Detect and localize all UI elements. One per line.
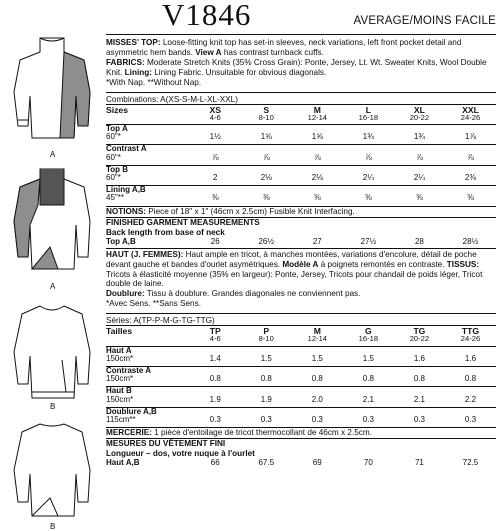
yardage-cell: ⅞ [467, 152, 474, 162]
metrage-cell: 2.2 [464, 394, 477, 404]
french-mercerie [106, 427, 496, 438]
size-code: M [292, 104, 343, 114]
row-label: Contraste A [106, 367, 496, 376]
size-range: 20-22 [409, 112, 430, 122]
size-code: XS [190, 104, 241, 114]
yardage-cell: ⅞ [313, 152, 321, 162]
view-label-2: A [50, 282, 56, 291]
table-row [106, 186, 496, 195]
fabric-width: 150cm* [106, 394, 134, 404]
french-metrage-table [106, 325, 496, 427]
yardage-cell: 2⅛ [311, 172, 323, 182]
yardage-cell: 1⅞ [464, 132, 477, 142]
measure-cell: 69 [312, 458, 322, 468]
table-row [106, 154, 496, 166]
metrage-cell: 1.9 [260, 394, 272, 404]
row-label: Haut B [106, 387, 496, 396]
size-range: 16-18 [358, 112, 379, 122]
metrage-cell: 0.3 [464, 415, 477, 425]
yardage-cell: ⅜ [313, 193, 321, 203]
metrage-cell: 0.8 [209, 374, 221, 384]
mercerie-label: MERCERIE: [106, 428, 152, 438]
metrage-cell: 0.3 [209, 415, 221, 425]
french-description [106, 248, 496, 309]
measure-cell: 72.5 [462, 458, 479, 468]
metrage-cell: 0.3 [413, 415, 425, 425]
model-text: à poignets remontés en contraste. [318, 259, 447, 269]
yardage-cell: 1⅝ [260, 132, 272, 142]
french-finished-title: MESURES DU VÊTEMENT FINI [106, 438, 496, 449]
english-back-length-table [106, 238, 496, 246]
english-notions [106, 206, 496, 217]
fabric-width: 150cm* [106, 353, 134, 363]
yardage-cell: ⅜ [262, 193, 270, 203]
view-b-front-drawing [10, 300, 94, 410]
combinations-label: Combinations: [106, 94, 161, 104]
size-code: G [343, 326, 394, 336]
metrage-cell: 1.5 [311, 353, 323, 363]
metrage-cell: 1.4 [209, 353, 221, 363]
measure-cell: 66 [210, 458, 220, 468]
size-range: 8-10 [258, 334, 274, 344]
fabric-width: 60"* [106, 172, 121, 182]
view-a-front-drawing [10, 34, 94, 146]
notions-text: Piece of 18" x 1" (46cm x 2.5cm) Fusible Knit Interfacing. [146, 206, 355, 216]
view-a-text: has contrast turnback cuffs. [221, 47, 324, 57]
view-label-1: A [50, 150, 56, 159]
table-row [106, 346, 496, 355]
table-row [106, 174, 496, 186]
spacer [106, 335, 190, 346]
yardage-cell: ⅞ [262, 152, 270, 162]
lining-label: Lining: [124, 67, 152, 77]
french-series [106, 313, 496, 325]
tissus-label: TISSUS: [446, 259, 480, 269]
yardage-cell: 2 [213, 172, 218, 182]
table-row [106, 407, 496, 416]
fabrics-label: FABRICS: [106, 57, 145, 67]
measure-cell: 28 [414, 236, 424, 246]
french-title: HAUT (J. FEMMES): [106, 249, 184, 259]
fabric-width: 60"* [106, 132, 121, 142]
yardage-cell: 1¾ [413, 132, 425, 142]
pattern-number: V1846 [162, 0, 252, 32]
notions-label: NOTIONS: [106, 206, 147, 216]
yardage-cell: 1½ [209, 132, 221, 142]
size-code: TG [394, 326, 445, 336]
french-back-length-table [106, 459, 496, 467]
sizes-label: Tailles [106, 326, 190, 336]
yardage-cell: 2⅜ [464, 172, 477, 182]
size-code: S [241, 104, 292, 114]
series-label: Séries: [106, 316, 134, 326]
metrage-cell: 0.8 [311, 374, 323, 384]
measure-cell: 28½ [462, 236, 479, 246]
french-nap-note: *Avec Sens. **Sans Sens. [106, 299, 201, 309]
measure-cell: 26½ [258, 236, 275, 246]
fabric-width: 60"* [106, 152, 121, 162]
table-row [106, 355, 496, 367]
size-range: 20-22 [409, 334, 430, 344]
yardage-cell: 2⅛ [260, 172, 272, 182]
size-range: 4-6 [209, 112, 221, 122]
yardage-cell: 1⅝ [311, 132, 323, 142]
size-code: M [292, 326, 343, 336]
measure-cell: 27 [312, 236, 322, 246]
view-a-label: View A [195, 47, 222, 57]
table-row [106, 145, 496, 154]
row-label: Top A [106, 124, 496, 133]
yardage-cell: ⅜ [416, 193, 423, 203]
metrage-cell: 0.8 [362, 374, 374, 384]
table-row [106, 459, 496, 467]
metrage-cell: 0.3 [260, 415, 272, 425]
doublure-text: Tissu à doublure. Grandes diagonales ne conviennent pas. [144, 289, 361, 299]
instructions-panel [106, 0, 496, 531]
yardage-cell: ⅞ [416, 152, 423, 162]
view-label-4: B [50, 522, 56, 531]
yardage-cell: ⅜ [211, 193, 219, 203]
row-label: Top A,B [106, 236, 136, 246]
model-label: Modèle A [282, 259, 319, 269]
yardage-cell: ⅞ [211, 152, 219, 162]
english-combinations [106, 92, 496, 104]
table-row [106, 238, 496, 246]
table-row [106, 104, 496, 114]
metrage-cell: 2.1 [413, 394, 425, 404]
table-row [106, 375, 496, 387]
size-range: 12-14 [307, 112, 328, 122]
metrage-cell: 2.0 [311, 394, 323, 404]
yardage-cell: 2¼ [362, 172, 374, 182]
size-range: 24-26 [460, 334, 481, 344]
mercerie-text: 1 pièce d'entoilage de tricot thermocollant de 46cm x 2.5cm. [151, 428, 372, 438]
yardage-cell: 1¾ [362, 132, 374, 142]
yardage-cell: ⅜ [467, 193, 474, 203]
table-row [106, 133, 496, 145]
technical-drawings [0, 0, 98, 531]
metrage-cell: 1.9 [209, 394, 221, 404]
table-row [106, 326, 496, 336]
size-range: 24-26 [460, 112, 481, 122]
english-nap-note: *With Nap. **Without Nap. [106, 77, 202, 87]
size-code: P [241, 326, 292, 336]
lining-text: Lining Fabric. Unsuitable for obvious diagonals. [151, 67, 327, 77]
series-value: A(TP-P-M-G-TG-TTG) [133, 316, 215, 326]
spacer [106, 114, 190, 125]
size-range: 16-18 [358, 334, 379, 344]
size-code: XL [394, 104, 445, 114]
view-a-back-drawing [10, 165, 94, 277]
table-row [106, 335, 496, 346]
size-code: XXL [445, 104, 496, 114]
tissus-text: Tricots à élasticité moyenne (35% en largeur): Ponte, Jersey, Tricots pour chandail de poids léger, Tricot double de laine. [106, 269, 483, 289]
row-label: Contrast A [106, 145, 496, 154]
metrage-cell: 0.8 [260, 374, 272, 384]
metrage-cell: 0.8 [464, 374, 477, 384]
header [106, 0, 496, 35]
table-row [106, 124, 496, 133]
table-row [106, 416, 496, 427]
metrage-cell: 0.8 [413, 374, 425, 384]
fabrics-text: Moderate Stretch Knits (35% Cross Grain): Ponte, Jersey, Lt. Wt. Sweater Knits, Wool Double Knit. [106, 57, 487, 77]
metrage-cell: 0.3 [311, 415, 323, 425]
doublure-label: Doublure: [106, 289, 145, 299]
english-yardage-table [106, 104, 496, 206]
metrage-cell: 1.5 [260, 353, 272, 363]
table-row [106, 387, 496, 396]
metrage-cell: 1.5 [362, 353, 374, 363]
english-back-length-label: Back length from base of neck [106, 227, 225, 237]
french-desc-text: Haut ample en tricot, à manches montées, variations d'encolure, détail de poche devant gauche et bandes d'ourlet asymétriques. [106, 249, 477, 269]
measure-cell: 67.5 [258, 458, 275, 468]
row-label: Doublure A,B [106, 407, 496, 416]
measure-cell: 27½ [360, 236, 377, 246]
english-description [106, 38, 496, 88]
view-label-3: B [50, 402, 56, 411]
metrage-cell: 2.1 [362, 394, 374, 404]
metrage-cell: 1.6 [464, 353, 477, 363]
size-code: L [343, 104, 394, 114]
size-range: 12-14 [307, 334, 328, 344]
size-code: TP [190, 326, 241, 336]
french-back-length-label: Longueur – dos, votre nuque à l'ourlet [106, 449, 255, 459]
measure-cell: 26 [210, 236, 220, 246]
english-title: MISSES' TOP: [106, 38, 161, 47]
size-code: TTG [445, 326, 496, 336]
row-label: Haut A [106, 346, 496, 355]
yardage-cell: ⅞ [365, 152, 372, 162]
size-range: 4-6 [209, 334, 221, 344]
metrage-cell: 1.6 [413, 353, 425, 363]
metrage-cell: 0.3 [362, 415, 374, 425]
measure-cell: 71 [414, 458, 424, 468]
row-label: Top B [106, 165, 496, 174]
english-finished-title: FINISHED GARMENT MEASUREMENTS [106, 217, 496, 228]
combinations-value: A(XS-S-M-L-XL-XXL) [160, 94, 238, 104]
fabric-width: 150cm* [106, 374, 134, 384]
sizes-label: Sizes [106, 104, 190, 114]
difficulty-level: AVERAGE/MOINS FACILE [353, 15, 496, 27]
row-label: Haut A,B [106, 458, 140, 468]
row-label: Lining A,B [106, 186, 496, 195]
fabric-width: 115cm** [106, 415, 136, 425]
table-row [106, 396, 496, 408]
table-row [106, 367, 496, 376]
view-b-back-drawing [10, 418, 94, 528]
size-range: 8-10 [258, 112, 274, 122]
fabric-width: 45"** [106, 193, 124, 203]
measure-cell: 70 [363, 458, 373, 468]
table-row [106, 114, 496, 125]
table-row [106, 194, 496, 205]
english-desc-text: Loose-fitting knit top has set-in sleeves, neck variations, left front pocket detail and asymmetric hem bands. [106, 38, 462, 57]
yardage-cell: 2¼ [413, 172, 425, 182]
yardage-cell: ⅜ [365, 193, 372, 203]
table-row [106, 165, 496, 174]
